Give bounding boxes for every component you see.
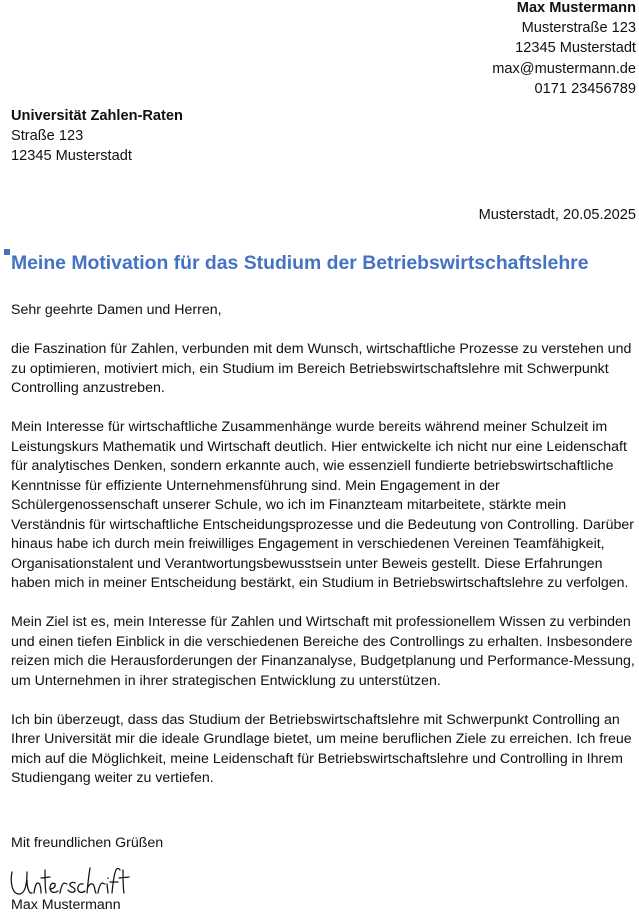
body-paragraph-2: Mein Interesse für wirtschaftliche Zusammenhänge wurde bereits während meiner Schulzeit im Leistungskurs Mathematik und Wirtschaft deutlich. Hier entwickelte ich nicht nur eine Leidenschaft für analytisches Denken, sondern erkannte auch, wie essenziell fundierte betriebswirtschaftliche Kenntnisse für effiziente Unternehmensführung sind. Mein Engagement in der Schülergenossenschaft unserer Schule, wo ich im Finanzteam mitarbeitete, stärkte mein Verständnis für wirtschaftliche Entscheidungsprozesse und die Bedeutung von Controlling. Darüber hinaus habe ich durch mein freiwilliges Engagement in verschiedenen Vereinen Teamfähigkeit, Organisationstalent und Verantwortungsbewusstsein unter Beweis gestellt. Diese Erfahrungen haben mich in meiner Entscheidung bestärkt, ein Studium in Betriebswirtschaftslehre zu verfolgen.: [11, 419, 635, 591]
sender-address-block: [492, 0, 636, 99]
recipient-address-block: [11, 107, 183, 166]
sender-name: Max Mustermann: [516, 0, 636, 16]
sender-email: max@mustermann.de: [492, 60, 636, 77]
letter-subject: Meine Motivation für das Studium der Betriebswirtschaftslehre: [11, 252, 589, 274]
sender-street: Musterstraße 123: [521, 20, 636, 37]
recipient-organization: Universität Zahlen-Raten: [11, 108, 183, 124]
recipient-city: 12345 Musterstadt: [11, 147, 132, 164]
letter-date: Musterstadt, 20.05.2025: [478, 207, 636, 223]
body-paragraph-3: Mein Ziel ist es, mein Interesse für Zahlen und Wirtschaft mit professionellem Wissen zu verbinden und einen tiefen Einblick in die verschiedenen Bereiche des Controllings zu erhalten. Insbesondere reizen mich die Herausforderungen der Finanzanalyse, Budgetplanung und Performance-Messung, um Unternehmen in ihrer strategischen Entwicklung zu unterstützen.: [11, 614, 635, 689]
sender-city: 12345 Musterstadt: [515, 40, 636, 57]
body-paragraph-1: die Faszination für Zahlen, verbunden mit dem Wunsch, wirtschaftliche Prozesse zu verstehen und zu optimieren, motiviert mich, ein Studium im Bereich Betriebswirtschaftslehre mit Schwerpunkt Controlling anzustreben.: [11, 341, 632, 396]
body-paragraph-4: Ich bin überzeugt, dass das Studium der Betriebswirtschaftslehre mit Schwerpunkt Controlling an Ihrer Universität mir die ideale Grundlage bietet, um meine beruflichen Ziele zu erreichen. Ich freue mich auf die Möglichkeit, meine Leidenschaft für Betriebswirtschaftslehre und Controlling in Ihrem Studiengang weiter zu vertiefen.: [11, 711, 632, 786]
signer-name: Max Mustermann: [11, 897, 121, 913]
recipient-street: Straße 123: [11, 127, 84, 144]
signature-drawing: [8, 862, 130, 900]
salutation: Sehr geehrte Damen und Herren,: [11, 302, 222, 318]
letter-body: [11, 301, 636, 808]
sender-phone: 0171 23456789: [534, 80, 636, 97]
heading-marker: [4, 249, 10, 255]
closing-phrase: Mit freundlichen Grüßen: [11, 835, 164, 851]
